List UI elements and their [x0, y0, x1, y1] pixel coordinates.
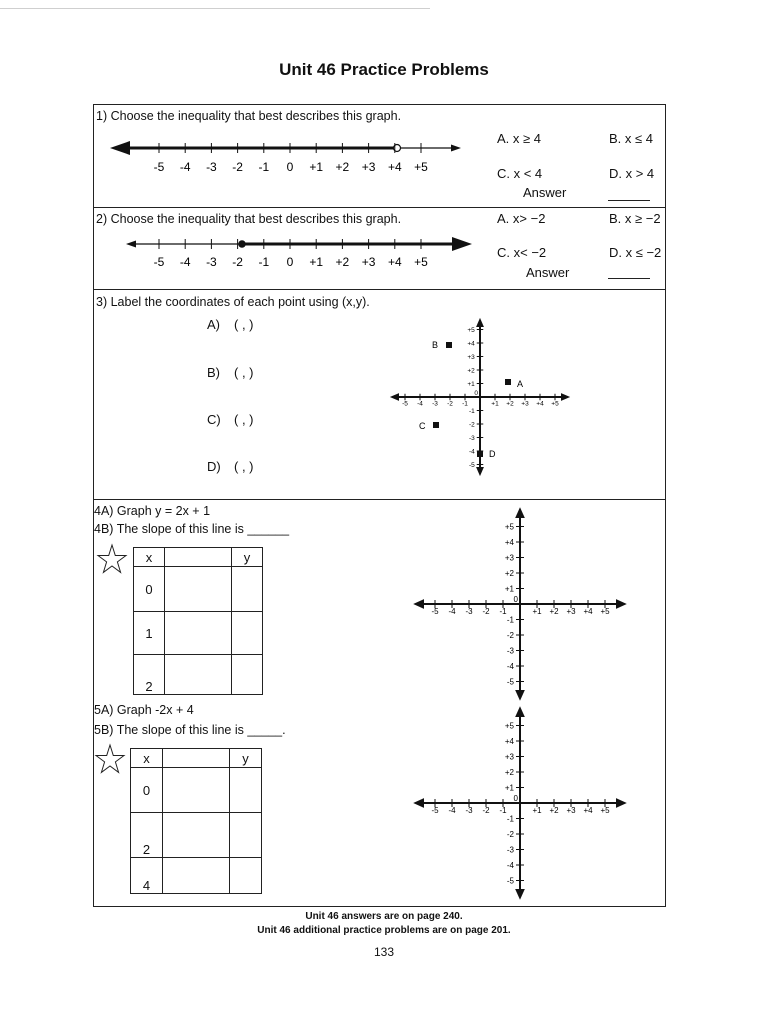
q1-tick-label: -3 — [206, 160, 217, 174]
point-b-label: B — [432, 340, 439, 350]
q5-plane-x-label: -5 — [431, 806, 439, 815]
q4-plane-x-label: -1 — [499, 607, 507, 616]
q3-plane-x-label: +3 — [521, 400, 529, 408]
q4-plane-x-label: +1 — [532, 607, 542, 616]
q5-plane-y-label: -1 — [506, 814, 514, 824]
q5-plane-x-arrow-right — [616, 798, 627, 808]
q1-tick-label: +3 — [361, 160, 376, 174]
q4-plane-y-label: +2 — [504, 568, 514, 578]
q3-plane-x-label: -2 — [447, 400, 453, 408]
q2-option-b: B. x ≥ −2 — [609, 211, 661, 226]
q2-tick-label: -5 — [153, 255, 165, 269]
q4-line-a: 4A) Graph y = 2x + 1 — [94, 504, 211, 518]
q3-item-c-blank[interactable]: ( , ) — [234, 412, 254, 427]
q2-tick-label: -1 — [258, 255, 270, 269]
q3-plane-x-label: +4 — [536, 400, 544, 408]
q2-tick-label: +4 — [387, 255, 402, 269]
q5-plane-y-label: -3 — [506, 845, 514, 855]
q3-item-c-label: C) — [207, 412, 221, 427]
q5-plane-x-label: +4 — [583, 806, 593, 815]
q2-option-a: A. x> −2 — [497, 211, 546, 226]
q4-plane-y-label: +1 — [504, 584, 514, 594]
q3-plane-y-label: +3 — [467, 353, 475, 361]
q4-line-b: 4B) The slope of this line is ______ — [94, 522, 290, 536]
q4-table-header-x: x — [134, 548, 165, 567]
q5-plane-x-label: -2 — [482, 806, 490, 815]
q5-plane-x-label: -1 — [499, 806, 507, 815]
q3-plane-y-label: +2 — [467, 367, 475, 375]
q4-plane-x-label: +3 — [566, 607, 576, 616]
q3-item-d-label: D) — [207, 459, 221, 474]
q1-tick-label: +2 — [335, 160, 350, 174]
q4-plane-x-label: -2 — [482, 607, 490, 616]
footer-extra-practice-note: Unit 46 additional practice problems are on page 201. — [257, 925, 511, 936]
q3-plane-x-label: -4 — [417, 400, 423, 408]
q5-plane-x-label: +5 — [600, 806, 610, 815]
q5-plane-x-label: -3 — [465, 806, 473, 815]
q3-plane-y-label: +5 — [467, 326, 475, 334]
q2-tick-label: +2 — [335, 255, 350, 269]
q4-plane-x-label: +2 — [549, 607, 559, 616]
q5-plane-y-label: -4 — [506, 860, 514, 870]
q5-plane-y-label: -2 — [506, 829, 514, 839]
q5-line-b: 5B) The slope of this line is _____. — [94, 723, 286, 737]
q2-answer-label: Answer — [526, 265, 570, 280]
q3-plane-x-label: +1 — [491, 400, 499, 408]
q2-tick-label: +3 — [361, 255, 376, 269]
q1-tick-label: +5 — [414, 160, 428, 174]
q2-option-c: C. x< −2 — [497, 245, 547, 260]
q4-plane-x-label: -3 — [465, 607, 473, 616]
q1-tick-label: +4 — [387, 160, 402, 174]
q2-tick-label: -2 — [232, 255, 243, 269]
q3-plane-y-label: +1 — [467, 380, 475, 388]
q5-plane-y-label: -5 — [506, 876, 514, 886]
q1-option-d: D. x > 4 — [609, 166, 655, 181]
q3-item-d-blank[interactable]: ( , ) — [234, 459, 254, 474]
q3-prompt: 3) Label the coordinates of each point using (x,y). — [96, 295, 370, 309]
q2-tick-label: -4 — [179, 255, 191, 269]
q5-plane-y-label: +5 — [504, 721, 514, 731]
q1-tick-label: -5 — [153, 160, 165, 174]
q3-plane-y-label: -3 — [468, 434, 475, 442]
q5-table-header-y: y — [230, 749, 262, 768]
q3-plane-y-label: -2 — [468, 421, 475, 429]
q5-table-x-2: 4 — [131, 858, 163, 894]
q1-option-b: B. x ≤ 4 — [609, 131, 653, 146]
q5-plane-y-label: +1 — [504, 783, 514, 793]
q4-plane-y-label: -1 — [506, 615, 514, 625]
q4-plane-y-label: +3 — [504, 553, 514, 563]
q5-plane-y-label: +4 — [504, 736, 514, 746]
q5-plane-x-label: +3 — [566, 806, 576, 815]
q3-plane-y-label: -4 — [468, 448, 475, 456]
q3-item-a-blank[interactable]: ( , ) — [234, 317, 254, 332]
q5-plane-y-label: +3 — [504, 752, 514, 762]
q4-plane-x-label: -5 — [431, 607, 439, 616]
q3-plane-origin-label: 0 — [474, 390, 478, 397]
q3-plane-y-label: -5 — [468, 461, 475, 469]
q3-plane-x-label: +2 — [506, 400, 514, 408]
q3-item-a-label: A) — [207, 317, 220, 332]
q1-tick-label: -1 — [258, 160, 270, 174]
q1-option-c: C. x < 4 — [497, 166, 543, 181]
q4-plane-x-label: +4 — [583, 607, 593, 616]
q3-plane-y-label: +4 — [467, 340, 475, 348]
q1-option-a: A. x ≥ 4 — [497, 131, 541, 146]
q4-plane-y-label: -4 — [506, 661, 514, 671]
q4-plane-y-label: -5 — [506, 677, 514, 687]
q4-plane-x-label: +5 — [600, 607, 610, 616]
q4-table-x-1: 1 — [134, 612, 165, 655]
point-c-label: C — [419, 421, 426, 431]
q2-tick-label: -3 — [206, 255, 217, 269]
q5-table-header-x: x — [131, 749, 163, 768]
q5-plane-y-arrow-up — [515, 706, 525, 717]
q5-plane-x-label: +1 — [532, 806, 542, 815]
q5-line-a: 5A) Graph -2x + 4 — [94, 703, 194, 717]
q5-plane-x-label: -4 — [448, 806, 456, 815]
q2-prompt: 2) Choose the inequality that best describes this graph. — [96, 212, 402, 226]
q1-tick-label: +1 — [309, 160, 324, 174]
q4-plane-y-label: -3 — [506, 646, 514, 656]
point-a-label: A — [517, 379, 524, 389]
q4-plane-y-label: +5 — [504, 522, 514, 532]
q1-answer-label: Answer — [523, 185, 567, 200]
q4-plane-x-label: -4 — [448, 607, 456, 616]
q3-plane-y-label: -1 — [468, 407, 475, 415]
q3-plane-x-label: +5 — [551, 400, 559, 408]
q5-plane-x-arrow-left — [413, 798, 424, 808]
q1-tick-label: -4 — [179, 160, 191, 174]
q4-table-x-0: 0 — [134, 567, 165, 612]
q5-plane-origin-label: 0 — [513, 794, 518, 803]
q4-plane-y-label: -2 — [506, 630, 514, 640]
q2-tick-label: 0 — [286, 255, 294, 269]
point-d-label: D — [489, 449, 496, 459]
q2-tick-label: +5 — [414, 255, 428, 269]
q4-plane-y-label: +4 — [504, 537, 514, 547]
q2-option-d: D. x ≤ −2 — [609, 245, 662, 260]
q1-prompt: 1) Choose the inequality that best describes this graph. — [96, 109, 402, 123]
q1-tick-label: 0 — [286, 160, 294, 174]
q4-table-x-2: 2 — [134, 655, 165, 695]
page-title: Unit 46 Practice Problems — [279, 60, 489, 79]
q3-item-b-label: B) — [207, 365, 220, 380]
q3-plane-x-label: -5 — [402, 400, 408, 408]
q5-table-x-0: 0 — [131, 768, 163, 813]
q4-table-header-y: y — [232, 548, 263, 567]
q3-plane-x-label: -1 — [462, 400, 468, 408]
q5-table-x-1: 2 — [131, 813, 163, 858]
q3-item-b-blank[interactable]: ( , ) — [234, 365, 254, 380]
footer-answers-note: Unit 46 answers are on page 240. — [305, 911, 463, 922]
q3-plane-x-label: -3 — [432, 400, 438, 408]
page-number: 133 — [373, 945, 395, 959]
q4-plane-origin-label: 0 — [513, 595, 518, 604]
q5-plane-y-arrow-down — [515, 889, 525, 900]
q1-tick-label: -2 — [232, 160, 243, 174]
q5-plane-x-label: +2 — [549, 806, 559, 815]
q5-plane-y-label: +2 — [504, 767, 514, 777]
q2-tick-label: +1 — [309, 255, 324, 269]
